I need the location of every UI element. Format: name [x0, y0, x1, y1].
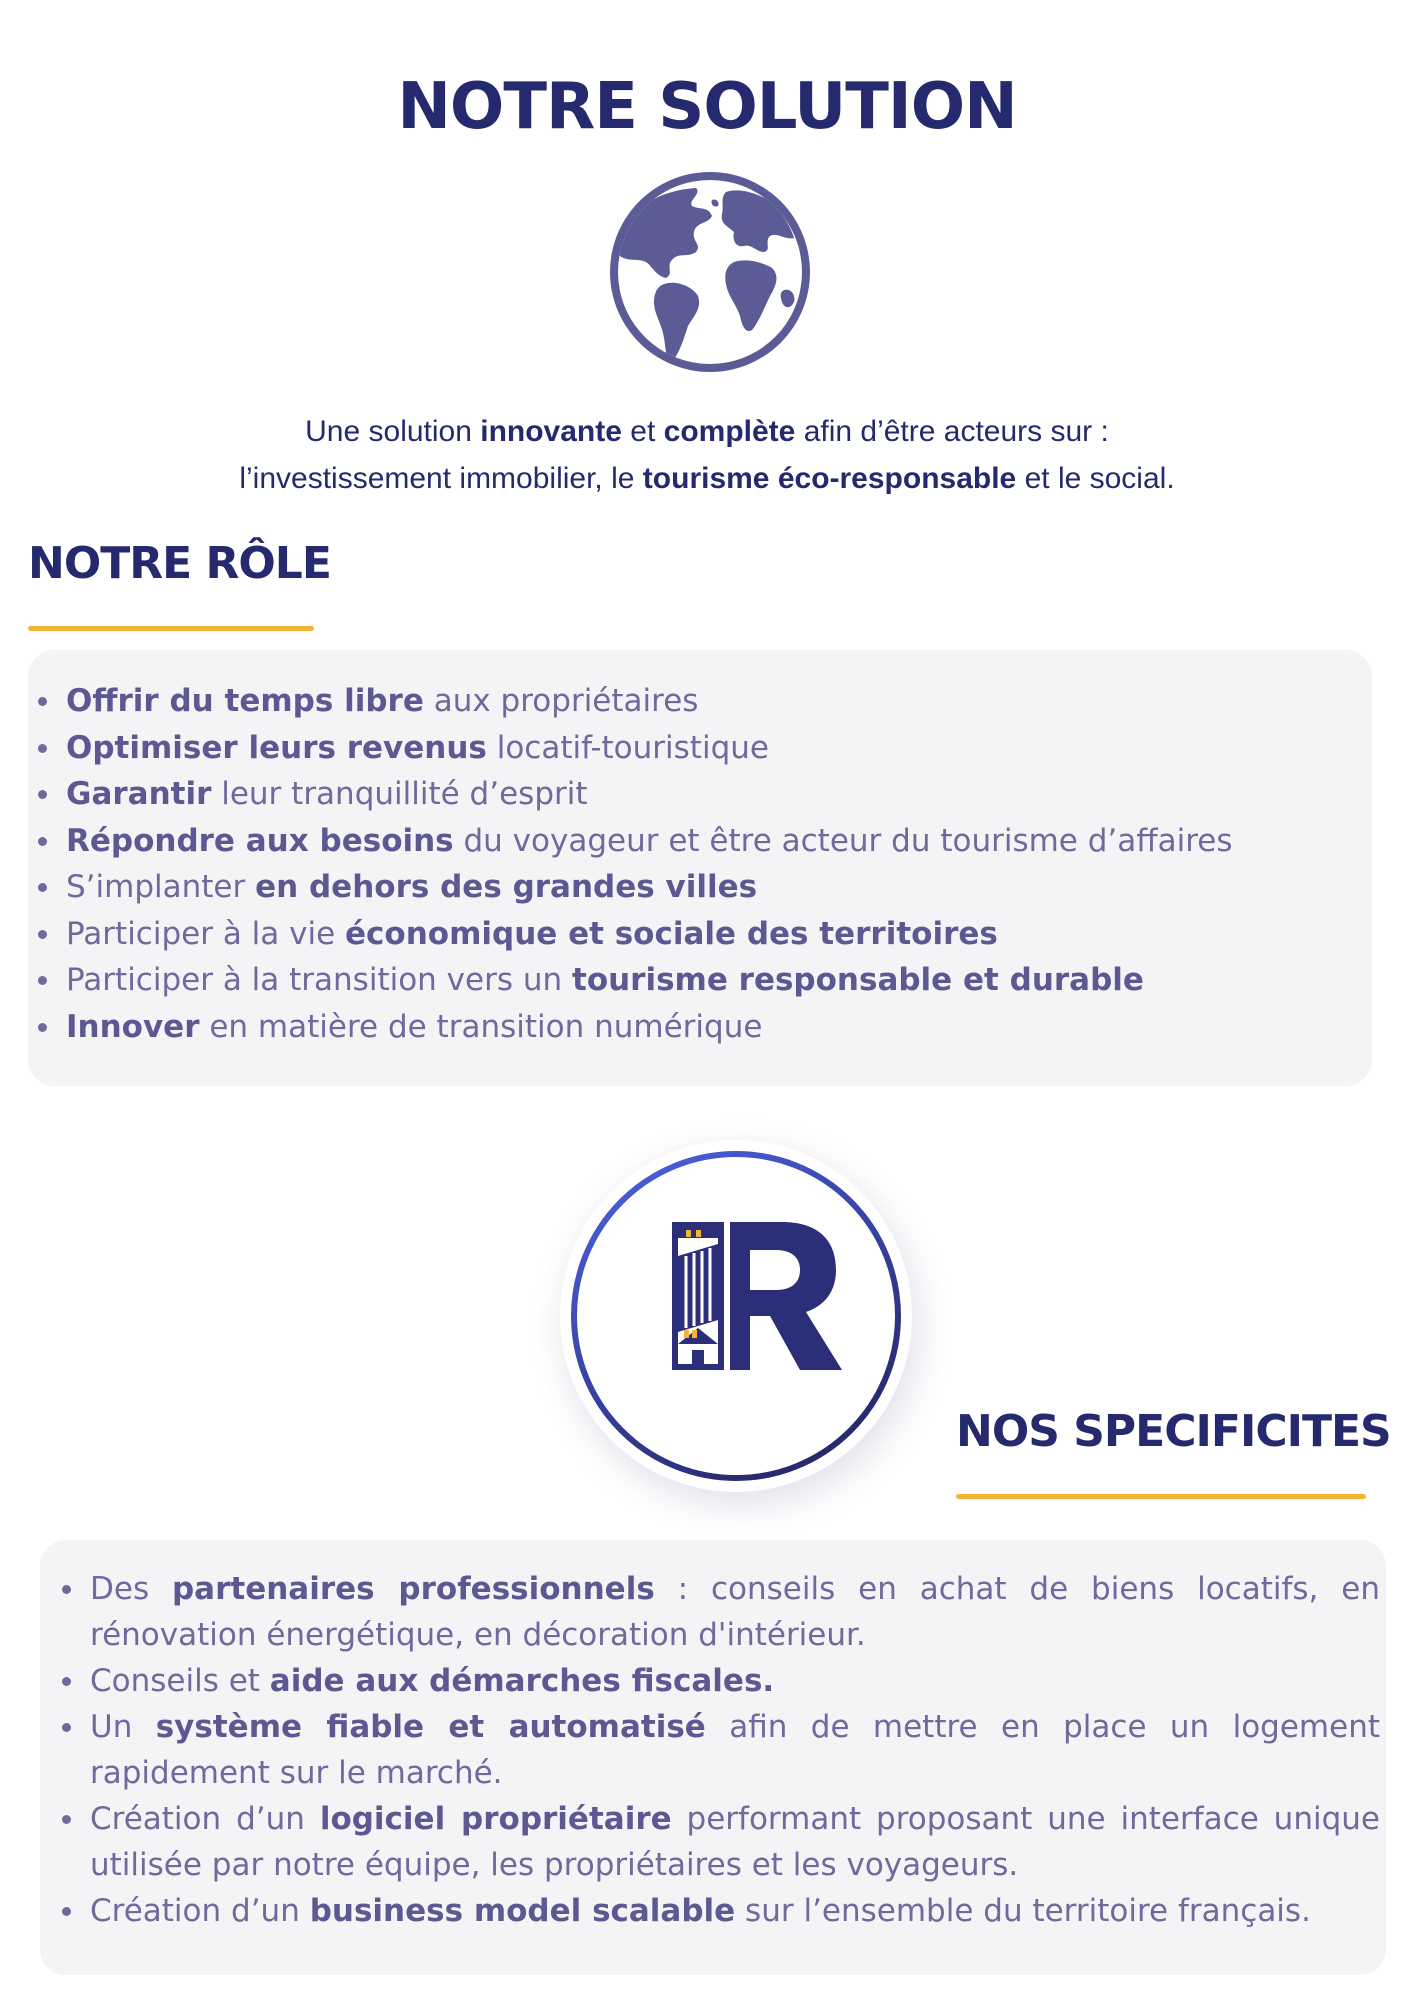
body-text: en matière de transition numérique [199, 1008, 763, 1045]
body-text: sur l’ensemble du territoire français. [735, 1893, 1311, 1929]
body-text: Participer à la vie [66, 915, 346, 952]
r-building-logo [560, 1140, 912, 1492]
body-text: aux propriétaires [423, 683, 699, 719]
emphasis-text: aide aux démarches fiscales. [269, 1663, 775, 1699]
body-text: : conseils en achat de biens locatifs, en rénovation énergétique, en décoration d'intérieur. [90, 1571, 1380, 1653]
body-text: afin de mettre en place un logement rapidement sur le marché. [90, 1709, 1380, 1791]
body-text: leur tranquillité d’esprit [211, 776, 588, 812]
emphasis-text: complète [663, 415, 796, 448]
specificites-title: NOS SPECIFICITES [956, 1406, 1391, 1457]
body-text: performant proposant une interface unique utilisée par notre équipe, les propriétaires et les voyageurs. [90, 1801, 1380, 1883]
list-item [28, 725, 1372, 772]
specificites-underline [956, 1494, 1366, 1499]
intro-line-2 [0, 455, 1414, 502]
specificites-list [40, 1540, 1386, 1934]
emphasis-text: Répondre aux besoins [66, 822, 454, 859]
list-item [52, 1566, 1380, 1658]
emphasis-text: business model scalable [309, 1893, 736, 1929]
emphasis-text: innovante [480, 415, 622, 448]
emphasis-text: tourisme responsable et durable [572, 962, 1144, 998]
emphasis-text: tourisme éco-responsable [642, 462, 1017, 495]
emphasis-text: partenaires professionnels [171, 1571, 655, 1607]
emphasis-text: système fiable et automatisé [155, 1709, 706, 1745]
body-text: Conseils et [90, 1663, 270, 1699]
emphasis-text: Garantir [66, 776, 212, 812]
role-title: NOTRE RÔLE [28, 538, 331, 589]
body-text: et le social. [1016, 462, 1175, 495]
body-text: Création d’un [90, 1801, 320, 1837]
list-item [28, 678, 1372, 725]
body-text: et [621, 415, 664, 448]
list-item [28, 1004, 1372, 1051]
specificites-card [40, 1540, 1386, 1975]
body-text: Une solution [305, 415, 481, 448]
emphasis-text: Optimiser leurs revenus [66, 729, 487, 766]
emphasis-text: logiciel propriétaire [319, 1801, 672, 1837]
body-text: Des [90, 1571, 172, 1607]
globe-icon [604, 166, 816, 378]
list-item [28, 911, 1372, 958]
list-item [28, 771, 1372, 818]
list-item [28, 818, 1372, 865]
emphasis-text: Innover [66, 1008, 200, 1045]
body-text: afin d’être acteurs sur : [795, 415, 1109, 448]
page-title: NOTRE SOLUTION [397, 70, 1017, 144]
body-text: Création d’un [90, 1893, 310, 1929]
list-item [52, 1796, 1380, 1888]
body-text: Un [90, 1709, 156, 1745]
body-text: du voyageur et être acteur du tourisme d’affaires [453, 822, 1233, 859]
list-item [52, 1888, 1380, 1934]
intro-line-1 [0, 408, 1414, 455]
intro-text [0, 408, 1414, 502]
body-text: l’investissement immobilier, le [239, 462, 643, 495]
body-text: Participer à la transition vers un [66, 962, 572, 998]
list-item [52, 1658, 1380, 1704]
emphasis-text: Offrir du temps libre [66, 683, 424, 719]
role-underline [28, 626, 314, 631]
role-list [28, 650, 1372, 1050]
body-text: locatif-touristique [486, 729, 769, 766]
list-item [52, 1704, 1380, 1796]
role-card [28, 650, 1372, 1086]
list-item [28, 957, 1372, 1004]
body-text: S’implanter [66, 869, 256, 905]
emphasis-text: économique et sociale des territoires [345, 915, 998, 952]
list-item [28, 864, 1372, 911]
emphasis-text: en dehors des grandes villes [255, 869, 758, 905]
